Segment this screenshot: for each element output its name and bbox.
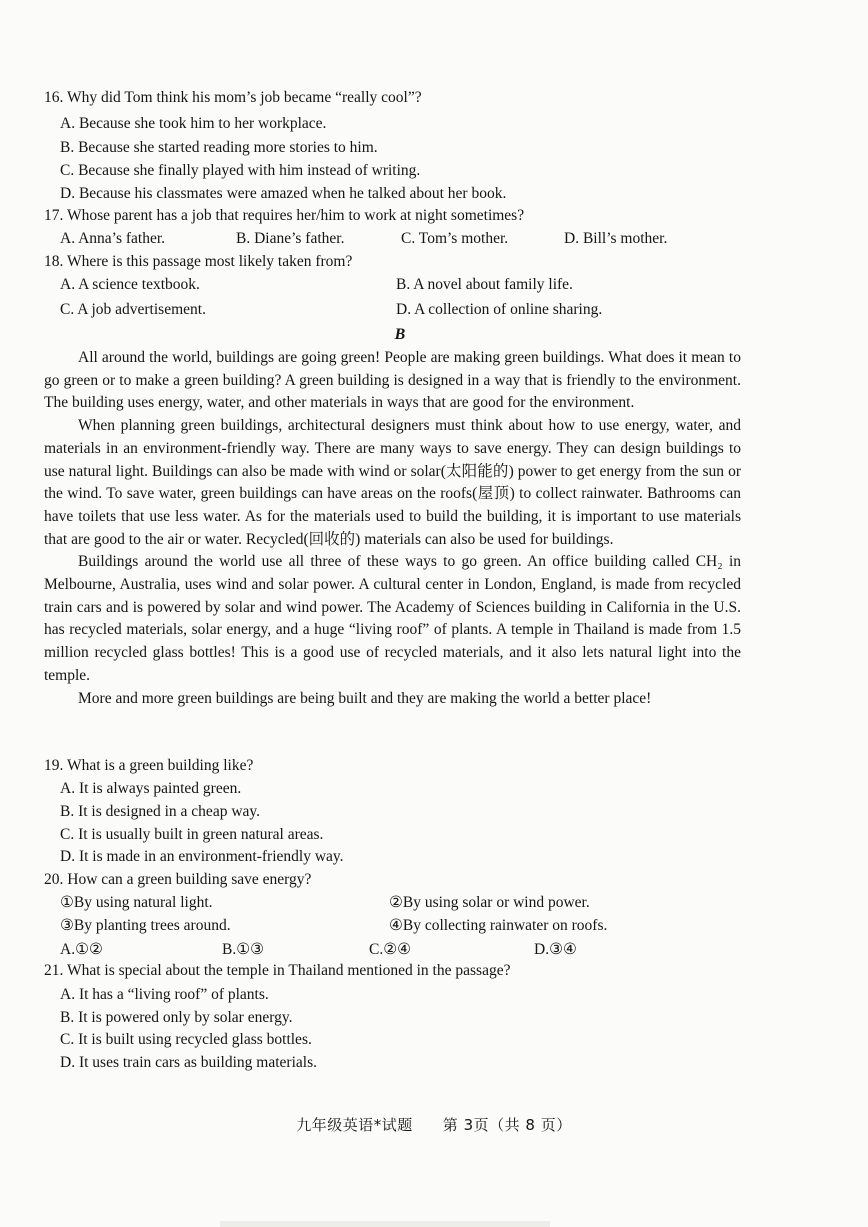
question-20-option-a: A.①② — [60, 941, 103, 958]
question-21-stem: 21. What is special about the temple in Thailand mentioned in the passage? — [44, 962, 511, 979]
question-21-option-a: A. It has a “living roof” of plants. — [60, 986, 269, 1003]
passage-paragraph-2: When planning green buildings, architectural designers must think about how to use energy, water, and materials in an environment-friendly way. There are many ways to save energy. They can design buildings to use natural light. Buildings can also be made with wind or solar(太阳能的) power to get energy from the sun or the wind. To save water, green buildings can have areas on the roofs(屋顶) to collect rainwater. Bathrooms can have toilets that use less water. As for the materials used to build the building, it is important to use materials that are good to the air or water. Recycled(回收的) materials can also be used for buildings. — [44, 417, 741, 548]
question-20-item-2: ②By using solar or wind power. — [389, 894, 590, 911]
question-17-option-c: C. Tom’s mother. — [401, 230, 509, 247]
passage-paragraph-4: More and more green buildings are being built and they are making the world a better place! — [78, 689, 652, 707]
question-19-option-c: C. It is usually built in green natural areas. — [60, 826, 324, 843]
question-19-option-b: B. It is designed in a cheap way. — [60, 803, 261, 820]
question-18-stem: 18. Where is this passage most likely taken from? — [44, 253, 353, 270]
footer-page-number: 第 3页（共 8 页） — [442, 1116, 572, 1134]
question-18-option-b: B. A novel about family life. — [396, 276, 573, 293]
question-17-option-a: A. Anna’s father. — [60, 230, 166, 247]
question-16-option-b: B. Because she started reading more stories to him. — [60, 139, 378, 156]
question-17-option-d: D. Bill’s mother. — [564, 230, 668, 247]
question-19-option-d: D. It is made in an environment-friendly way. — [60, 848, 344, 865]
question-16-option-c: C. Because she finally played with him instead of writing. — [60, 162, 421, 179]
question-20-option-d: D.③④ — [534, 941, 577, 958]
question-18-option-c: C. A job advertisement. — [60, 301, 206, 318]
question-19-stem: 19. What is a green building like? — [44, 757, 254, 774]
question-21-option-d: D. It uses train cars as building materials. — [60, 1054, 317, 1071]
question-16-stem: 16. Why did Tom think his mom’s job became “really cool”? — [44, 89, 422, 106]
question-19-option-a: A. It is always painted green. — [60, 780, 242, 797]
question-21-option-c: C. It is built using recycled glass bottles. — [60, 1031, 312, 1048]
question-20-item-3: ③By planting trees around. — [60, 917, 231, 934]
reading-passage — [44, 347, 741, 710]
question-20-option-b: B.①③ — [222, 941, 265, 958]
question-21-option-b: B. It is powered only by solar energy. — [60, 1009, 293, 1026]
question-20-option-c: C.②④ — [369, 941, 412, 958]
question-16-option-a: A. Because she took him to her workplace. — [60, 115, 327, 132]
question-20-item-1: ①By using natural light. — [60, 894, 213, 911]
question-18-option-d: D. A collection of online sharing. — [396, 301, 603, 318]
passage-paragraph-3: Buildings around the world use all three of these ways to go green. An office building called CH₂ in Melbourne, Australia, uses wind and solar power. A cultural center in London, England, is made from recycled train cars and is powered by solar and wind power. The Academy of Sciences building in California in the U.S. has recycled materials, solar energy, and a huge “living roof” of plants. A temple in Thailand is made from 1.5 million recycled glass bottles! This is a good use of recycled materials, and it also lets natural light into the temple. — [44, 553, 741, 684]
question-17-option-b: B. Diane’s father. — [236, 230, 345, 247]
question-17-stem: 17. Whose parent has a job that requires her/him to work at night sometimes? — [44, 207, 525, 224]
scan-edge-shade — [220, 1221, 550, 1227]
footer-subject: 九年级英语*试题 — [296, 1116, 413, 1134]
question-20-item-4: ④By collecting rainwater on roofs. — [389, 917, 608, 934]
section-label: B — [394, 326, 406, 343]
question-20-stem: 20. How can a green building save energy? — [44, 871, 312, 888]
question-16-option-d: D. Because his classmates were amazed when he talked about her book. — [60, 185, 507, 202]
passage-paragraph-1: All around the world, buildings are going green! People are making green buildings. What does it mean to go green or to make a green building? A green building is designed in a way that is friendly to the environment. The building uses energy, water, and other materials in ways that are good for the environment. — [44, 349, 741, 412]
question-18-option-a: A. A science textbook. — [60, 276, 200, 293]
page-footer — [0, 1114, 868, 1135]
